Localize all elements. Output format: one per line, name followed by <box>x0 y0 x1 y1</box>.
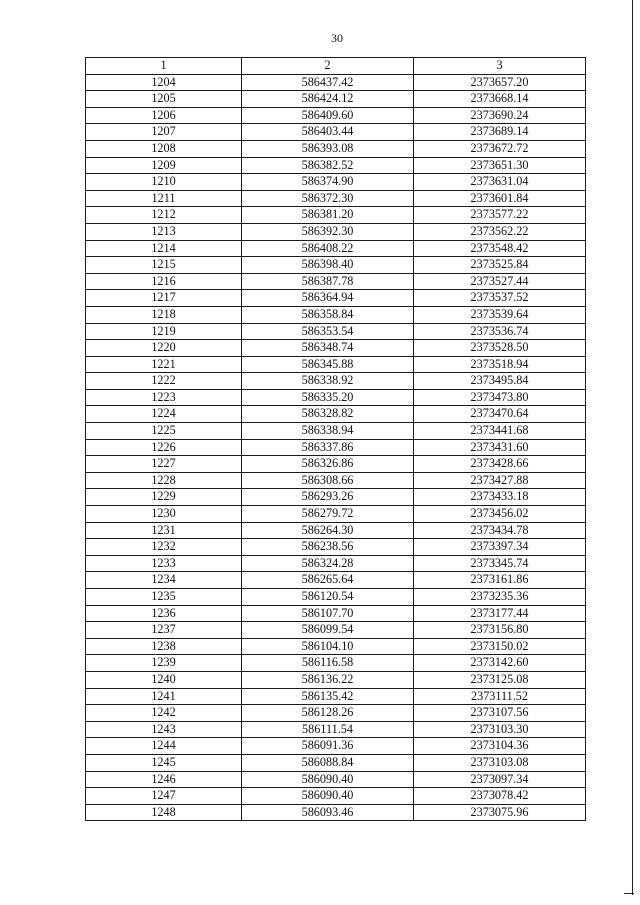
y-coordinate-cell: 2373177.44 <box>414 605 586 622</box>
point-number-cell: 1246 <box>86 771 242 788</box>
x-coordinate-cell: 586265.64 <box>242 572 414 589</box>
point-number-cell: 1215 <box>86 257 242 274</box>
coordinates-table <box>85 57 586 821</box>
table-row <box>86 638 586 655</box>
table-row <box>86 356 586 373</box>
table-row <box>86 290 586 307</box>
x-coordinate-cell: 586348.74 <box>242 340 414 357</box>
y-coordinate-cell: 2373156.80 <box>414 622 586 639</box>
table-row <box>86 472 586 489</box>
x-coordinate-cell: 586099.54 <box>242 622 414 639</box>
point-number-cell: 1211 <box>86 190 242 207</box>
x-coordinate-cell: 586382.52 <box>242 157 414 174</box>
point-number-cell: 1243 <box>86 721 242 738</box>
y-coordinate-cell: 2373672.72 <box>414 140 586 157</box>
y-coordinate-cell: 2373078.42 <box>414 788 586 805</box>
point-number-cell: 1216 <box>86 273 242 290</box>
x-coordinate-cell: 586328.82 <box>242 406 414 423</box>
x-coordinate-cell: 586093.46 <box>242 804 414 821</box>
point-number-cell: 1222 <box>86 373 242 390</box>
y-coordinate-cell: 2373427.88 <box>414 472 586 489</box>
y-coordinate-cell: 2373536.74 <box>414 323 586 340</box>
x-coordinate-cell: 586238.56 <box>242 539 414 556</box>
table-row <box>86 572 586 589</box>
point-number-cell: 1224 <box>86 406 242 423</box>
table-row <box>86 406 586 423</box>
y-coordinate-cell: 2373651.30 <box>414 157 586 174</box>
x-coordinate-cell: 586335.20 <box>242 389 414 406</box>
y-coordinate-cell: 2373104.36 <box>414 738 586 755</box>
y-coordinate-cell: 2373428.66 <box>414 456 586 473</box>
y-coordinate-cell: 2373527.44 <box>414 273 586 290</box>
y-coordinate-cell: 2373528.50 <box>414 340 586 357</box>
x-coordinate-cell: 586326.86 <box>242 456 414 473</box>
x-coordinate-cell: 586392.30 <box>242 223 414 240</box>
point-number-cell: 1212 <box>86 207 242 224</box>
point-number-cell: 1225 <box>86 423 242 440</box>
x-coordinate-cell: 586090.40 <box>242 788 414 805</box>
y-coordinate-cell: 2373125.08 <box>414 671 586 688</box>
point-number-cell: 1245 <box>86 754 242 771</box>
point-number-cell: 1207 <box>86 124 242 141</box>
point-number-cell: 1242 <box>86 705 242 722</box>
table-row <box>86 522 586 539</box>
point-number-cell: 1233 <box>86 555 242 572</box>
y-coordinate-cell: 2373657.20 <box>414 74 586 91</box>
table-row <box>86 771 586 788</box>
y-coordinate-cell: 2373601.84 <box>414 190 586 207</box>
y-coordinate-cell: 2373495.84 <box>414 373 586 390</box>
point-number-cell: 1247 <box>86 788 242 805</box>
y-coordinate-cell: 2373539.64 <box>414 306 586 323</box>
point-number-cell: 1231 <box>86 522 242 539</box>
table-row <box>86 423 586 440</box>
table-row <box>86 140 586 157</box>
table-row <box>86 91 586 108</box>
x-coordinate-cell: 586374.90 <box>242 174 414 191</box>
point-number-cell: 1213 <box>86 223 242 240</box>
y-coordinate-cell: 2373562.22 <box>414 223 586 240</box>
y-coordinate-cell: 2373345.74 <box>414 555 586 572</box>
y-coordinate-cell: 2373431.60 <box>414 439 586 456</box>
y-coordinate-cell: 2373441.68 <box>414 423 586 440</box>
x-coordinate-cell: 586136.22 <box>242 671 414 688</box>
column-header-3: 3 <box>414 58 586 75</box>
x-coordinate-cell: 586324.28 <box>242 555 414 572</box>
x-coordinate-cell: 586358.84 <box>242 306 414 323</box>
y-coordinate-cell: 2373397.34 <box>414 539 586 556</box>
x-coordinate-cell: 586338.94 <box>242 423 414 440</box>
y-coordinate-cell: 2373107.56 <box>414 705 586 722</box>
point-number-cell: 1206 <box>86 107 242 124</box>
point-number-cell: 1210 <box>86 174 242 191</box>
table-row <box>86 804 586 821</box>
table-header-row <box>86 58 586 75</box>
table-row <box>86 223 586 240</box>
y-coordinate-cell: 2373577.22 <box>414 207 586 224</box>
x-coordinate-cell: 586393.08 <box>242 140 414 157</box>
y-coordinate-cell: 2373473.80 <box>414 389 586 406</box>
x-coordinate-cell: 586337.86 <box>242 439 414 456</box>
point-number-cell: 1241 <box>86 688 242 705</box>
table-row <box>86 539 586 556</box>
y-coordinate-cell: 2373456.02 <box>414 506 586 523</box>
table-row <box>86 373 586 390</box>
table-row <box>86 124 586 141</box>
table-row <box>86 190 586 207</box>
point-number-cell: 1244 <box>86 738 242 755</box>
x-coordinate-cell: 586135.42 <box>242 688 414 705</box>
point-number-cell: 1238 <box>86 638 242 655</box>
table-row <box>86 257 586 274</box>
x-coordinate-cell: 586107.70 <box>242 605 414 622</box>
column-header-2: 2 <box>242 58 414 75</box>
point-number-cell: 1218 <box>86 306 242 323</box>
x-coordinate-cell: 586090.40 <box>242 771 414 788</box>
scan-edge-tick <box>624 893 634 894</box>
table-row <box>86 721 586 738</box>
x-coordinate-cell: 586345.88 <box>242 356 414 373</box>
point-number-cell: 1232 <box>86 539 242 556</box>
x-coordinate-cell: 586264.30 <box>242 522 414 539</box>
x-coordinate-cell: 586338.92 <box>242 373 414 390</box>
y-coordinate-cell: 2373631.04 <box>414 174 586 191</box>
table-row <box>86 738 586 755</box>
y-coordinate-cell: 2373470.64 <box>414 406 586 423</box>
point-number-cell: 1228 <box>86 472 242 489</box>
table-row <box>86 655 586 672</box>
point-number-cell: 1227 <box>86 456 242 473</box>
point-number-cell: 1226 <box>86 439 242 456</box>
point-number-cell: 1209 <box>86 157 242 174</box>
table-row <box>86 589 586 606</box>
table-row <box>86 705 586 722</box>
point-number-cell: 1240 <box>86 671 242 688</box>
table-row <box>86 273 586 290</box>
table-row <box>86 174 586 191</box>
x-coordinate-cell: 586293.26 <box>242 489 414 506</box>
table-row <box>86 754 586 771</box>
point-number-cell: 1219 <box>86 323 242 340</box>
point-number-cell: 1214 <box>86 240 242 257</box>
point-number-cell: 1234 <box>86 572 242 589</box>
table-row <box>86 622 586 639</box>
x-coordinate-cell: 586381.20 <box>242 207 414 224</box>
table-row <box>86 489 586 506</box>
scan-edge-line <box>632 0 633 895</box>
table-row <box>86 323 586 340</box>
x-coordinate-cell: 586364.94 <box>242 290 414 307</box>
x-coordinate-cell: 586408.22 <box>242 240 414 257</box>
y-coordinate-cell: 2373525.84 <box>414 257 586 274</box>
table-row <box>86 240 586 257</box>
point-number-cell: 1229 <box>86 489 242 506</box>
y-coordinate-cell: 2373235.36 <box>414 589 586 606</box>
y-coordinate-cell: 2373150.02 <box>414 638 586 655</box>
point-number-cell: 1239 <box>86 655 242 672</box>
y-coordinate-cell: 2373142.60 <box>414 655 586 672</box>
x-coordinate-cell: 586398.40 <box>242 257 414 274</box>
table-row <box>86 306 586 323</box>
x-coordinate-cell: 586088.84 <box>242 754 414 771</box>
y-coordinate-cell: 2373103.08 <box>414 754 586 771</box>
table-row <box>86 439 586 456</box>
point-number-cell: 1204 <box>86 74 242 91</box>
x-coordinate-cell: 586372.30 <box>242 190 414 207</box>
y-coordinate-cell: 2373689.14 <box>414 124 586 141</box>
x-coordinate-cell: 586387.78 <box>242 273 414 290</box>
y-coordinate-cell: 2373668.14 <box>414 91 586 108</box>
y-coordinate-cell: 2373075.96 <box>414 804 586 821</box>
y-coordinate-cell: 2373097.34 <box>414 771 586 788</box>
y-coordinate-cell: 2373434.78 <box>414 522 586 539</box>
table-body <box>86 74 586 821</box>
table-row <box>86 788 586 805</box>
table-row <box>86 207 586 224</box>
x-coordinate-cell: 586424.12 <box>242 91 414 108</box>
point-number-cell: 1217 <box>86 290 242 307</box>
x-coordinate-cell: 586409.60 <box>242 107 414 124</box>
x-coordinate-cell: 586120.54 <box>242 589 414 606</box>
point-number-cell: 1235 <box>86 589 242 606</box>
y-coordinate-cell: 2373518.94 <box>414 356 586 373</box>
point-number-cell: 1230 <box>86 506 242 523</box>
point-number-cell: 1205 <box>86 91 242 108</box>
point-number-cell: 1221 <box>86 356 242 373</box>
x-coordinate-cell: 586437.42 <box>242 74 414 91</box>
x-coordinate-cell: 586308.66 <box>242 472 414 489</box>
x-coordinate-cell: 586353.54 <box>242 323 414 340</box>
y-coordinate-cell: 2373161.86 <box>414 572 586 589</box>
table-row <box>86 605 586 622</box>
table-row <box>86 107 586 124</box>
y-coordinate-cell: 2373537.52 <box>414 290 586 307</box>
table-row <box>86 157 586 174</box>
x-coordinate-cell: 586403.44 <box>242 124 414 141</box>
y-coordinate-cell: 2373690.24 <box>414 107 586 124</box>
y-coordinate-cell: 2373433.18 <box>414 489 586 506</box>
table-row <box>86 456 586 473</box>
table-row <box>86 555 586 572</box>
table-row <box>86 389 586 406</box>
x-coordinate-cell: 586111.54 <box>242 721 414 738</box>
y-coordinate-cell: 2373103.30 <box>414 721 586 738</box>
point-number-cell: 1236 <box>86 605 242 622</box>
point-number-cell: 1248 <box>86 804 242 821</box>
page-number: 30 <box>331 31 343 45</box>
table-row <box>86 506 586 523</box>
table-row <box>86 671 586 688</box>
column-header-1: 1 <box>86 58 242 75</box>
x-coordinate-cell: 586104.10 <box>242 638 414 655</box>
point-number-cell: 1223 <box>86 389 242 406</box>
y-coordinate-cell: 2373111.52 <box>414 688 586 705</box>
y-coordinate-cell: 2373548.42 <box>414 240 586 257</box>
point-number-cell: 1208 <box>86 140 242 157</box>
table-row <box>86 688 586 705</box>
point-number-cell: 1220 <box>86 340 242 357</box>
x-coordinate-cell: 586091.36 <box>242 738 414 755</box>
x-coordinate-cell: 586279.72 <box>242 506 414 523</box>
point-number-cell: 1237 <box>86 622 242 639</box>
x-coordinate-cell: 586116.58 <box>242 655 414 672</box>
table-row <box>86 74 586 91</box>
x-coordinate-cell: 586128.26 <box>242 705 414 722</box>
table-row <box>86 340 586 357</box>
